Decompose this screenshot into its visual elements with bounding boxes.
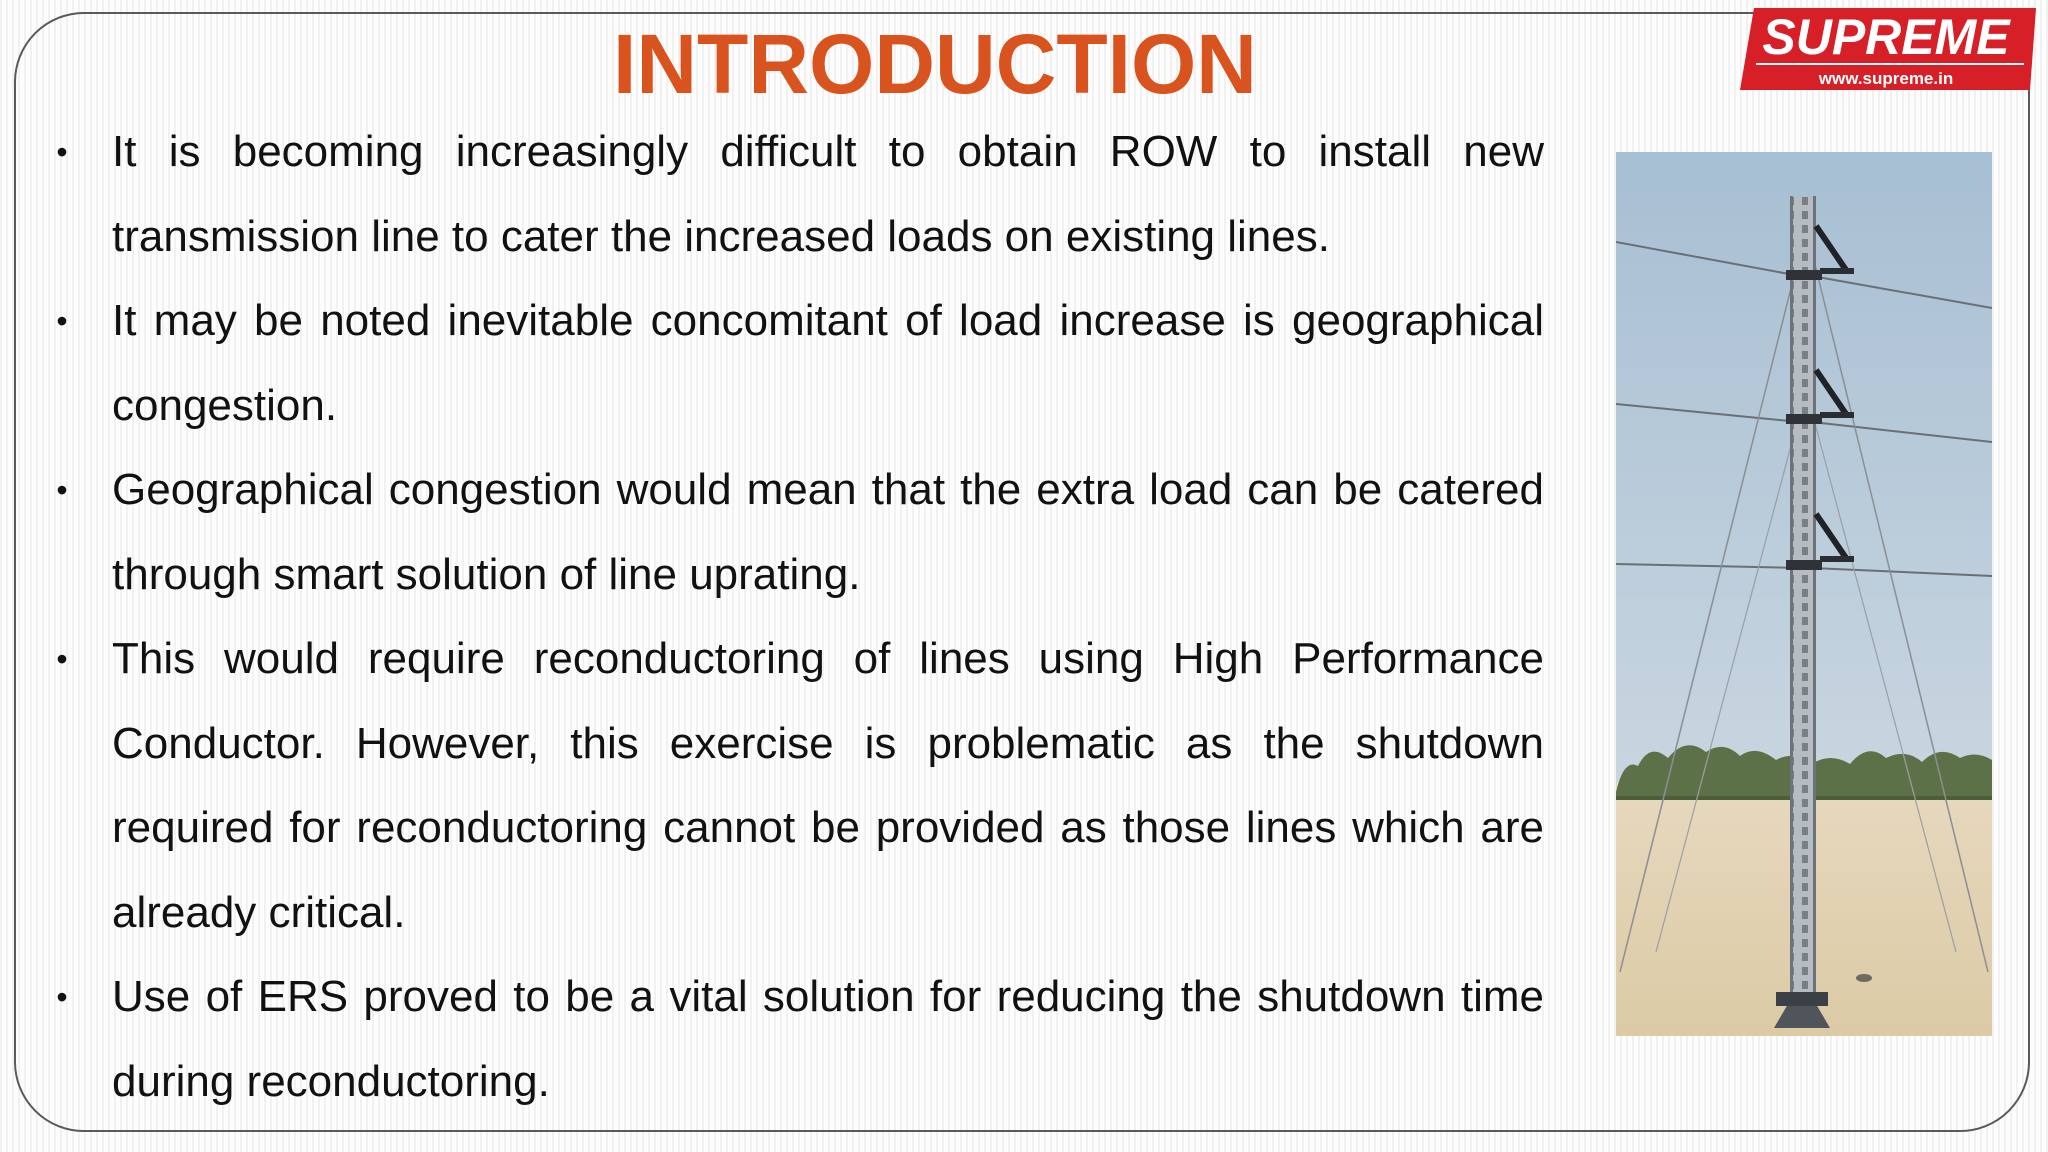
logo-brand: SUPREME (1762, 9, 2010, 65)
bullet-item (52, 279, 1544, 448)
supreme-logo (1736, 8, 2036, 90)
bullet-item (52, 617, 1544, 955)
bullet-text: It is becoming increasingly difficult to obtain ROW to install new transmission line to cater the increased loads on existing lines. (112, 127, 1544, 261)
bullet-icon: • (56, 641, 68, 677)
bullet-icon: • (56, 303, 68, 339)
bullet-icon: • (56, 979, 68, 1015)
bullet-text: Geographical congestion would mean that the extra load can be catered through smart solution of line uprating. (112, 465, 1544, 599)
bullet-item (52, 955, 1544, 1124)
bullet-text: This would require reconductoring of lines using High Performance Conductor. However, this exercise is problematic as the shutdown required for reconductoring cannot be provided as those lines which are already critical. (112, 634, 1544, 937)
bullet-item (52, 448, 1544, 617)
bullet-item (52, 110, 1544, 279)
slide-title: INTRODUCTION (613, 17, 1257, 111)
bullet-list (52, 110, 1544, 1124)
ers-tower-image (1616, 152, 1992, 1036)
bullet-text: Use of ERS proved to be a vital solution for reducing the shutdown time during reconductoring. (112, 972, 1544, 1106)
bullet-text: It may be noted inevitable concomitant of load increase is geographical congestion. (112, 296, 1544, 430)
logo-url: www.supreme.in (1818, 69, 1954, 88)
bullet-icon: • (56, 472, 68, 508)
bullet-icon: • (56, 134, 68, 170)
